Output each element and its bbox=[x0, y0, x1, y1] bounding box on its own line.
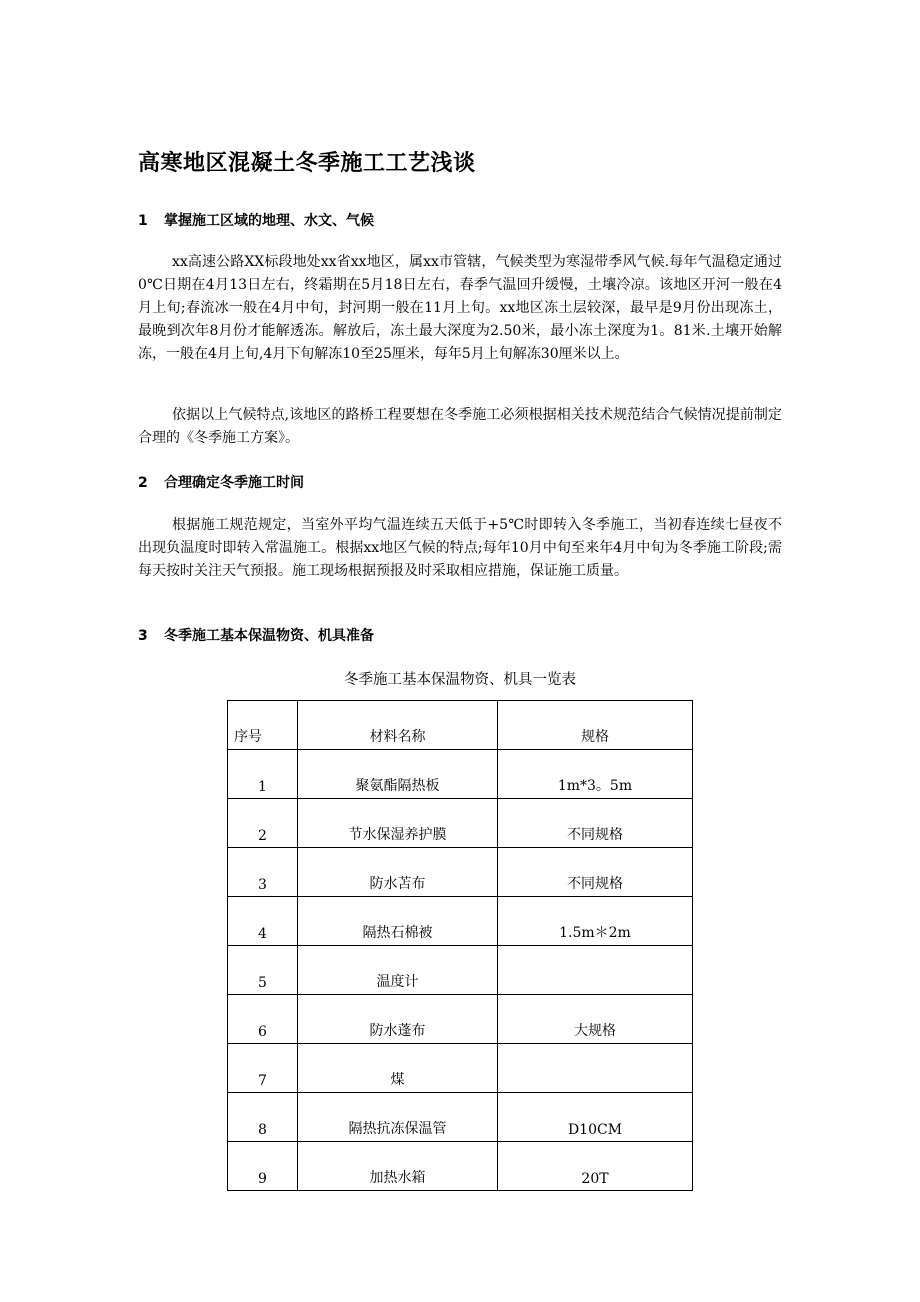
paragraph-plan: 依据以上气候特点,该地区的路桥工程要想在冬季施工必须根据相关技术规范结合气候情况提前制定合理的《冬季施工方案》。 bbox=[138, 407, 782, 446]
cell-spec: 1m*3。5m bbox=[497, 750, 692, 799]
cell-spec: 不同规格 bbox=[497, 799, 692, 848]
cell-spec bbox=[497, 946, 692, 995]
cell-spec: D10CM bbox=[497, 1093, 692, 1142]
cell-material: 防水苫布 bbox=[297, 848, 497, 897]
table-header-row bbox=[228, 701, 693, 750]
cell-index: 5 bbox=[228, 946, 298, 995]
section-heading-3 bbox=[138, 625, 374, 645]
section-title: 合理确定冬季施工时间 bbox=[164, 475, 304, 491]
paragraph-climate: xx高速公路XX标段地处xx省xx地区，属xx市管辖，气候类型为寒湿带季风气候.每年气温稳定通过0℃日期在4月13日左右，终霜期在5月18日左右，春季气温回升缓慢，土壤冷凉。该地区开河一般在4月上旬;春流冰一般在4月中旬，封河期一般在11月上旬。xx地区冻土层较深，最早是9月份出现冻土，最晚到次年8月份才能解透冻。解放后，冻土最大深度为2.50米，最小冻土深度为1。81米.土壤开始解冻，一般在4月上旬,4月下旬解冻10至25厘米，每年5月上旬解冻30厘米以上。 bbox=[138, 254, 782, 362]
section-title: 掌握施工区域的地理、水文、气候 bbox=[164, 213, 374, 229]
cell-index: 1 bbox=[228, 750, 298, 799]
section-number: 3 bbox=[138, 628, 148, 644]
section-title: 冬季施工基本保温物资、机具准备 bbox=[164, 628, 374, 644]
cell-spec: 20T bbox=[497, 1142, 692, 1191]
table-row bbox=[228, 1044, 693, 1093]
paragraph-schedule: 根据施工规范规定，当室外平均气温连续五天低于+5℃时即转入冬季施工，当初春连续七昼夜不出现负温度时即转入常温施工。根据xx地区气候的特点;每年10月中旬至来年4月中旬为冬季施工阶段;需每天按时关注天气预报。施工现场根据预报及时采取相应措施，保证施工质量。 bbox=[138, 517, 782, 579]
header-index: 序号 bbox=[228, 701, 298, 750]
header-spec: 规格 bbox=[497, 701, 692, 750]
table-row bbox=[228, 897, 693, 946]
cell-material: 煤 bbox=[297, 1044, 497, 1093]
table-row bbox=[228, 1093, 693, 1142]
cell-spec: 大规格 bbox=[497, 995, 692, 1044]
cell-material: 聚氨酯隔热板 bbox=[297, 750, 497, 799]
cell-material: 防水蓬布 bbox=[297, 995, 497, 1044]
cell-material: 节水保湿养护膜 bbox=[297, 799, 497, 848]
cell-index: 6 bbox=[228, 995, 298, 1044]
cell-spec: 不同规格 bbox=[497, 848, 692, 897]
cell-index: 3 bbox=[228, 848, 298, 897]
cell-index: 8 bbox=[228, 1093, 298, 1142]
cell-material: 加热水箱 bbox=[297, 1142, 497, 1191]
cell-index: 9 bbox=[228, 1142, 298, 1191]
cell-material: 隔热抗冻保温管 bbox=[297, 1093, 497, 1142]
materials-table bbox=[227, 700, 693, 1191]
table-row bbox=[228, 995, 693, 1044]
table-row bbox=[228, 1142, 693, 1191]
section-heading-2 bbox=[138, 472, 304, 492]
table-caption: 冬季施工基本保温物资、机具一览表 bbox=[344, 672, 576, 688]
section-heading-1 bbox=[138, 210, 374, 230]
cell-material: 隔热石棉被 bbox=[297, 897, 497, 946]
table-row bbox=[228, 799, 693, 848]
cell-index: 4 bbox=[228, 897, 298, 946]
cell-material: 温度计 bbox=[297, 946, 497, 995]
section-number: 2 bbox=[138, 475, 148, 491]
cell-index: 2 bbox=[228, 799, 298, 848]
cell-spec: 1.5m＊2m bbox=[497, 897, 692, 946]
section-number: 1 bbox=[138, 213, 148, 229]
table-row bbox=[228, 848, 693, 897]
table-row bbox=[228, 750, 693, 799]
cell-spec bbox=[497, 1044, 692, 1093]
header-material: 材料名称 bbox=[297, 701, 497, 750]
table-row bbox=[228, 946, 693, 995]
document-title: 高寒地区混凝土冬季施工工艺浅谈 bbox=[138, 151, 476, 176]
cell-index: 7 bbox=[228, 1044, 298, 1093]
